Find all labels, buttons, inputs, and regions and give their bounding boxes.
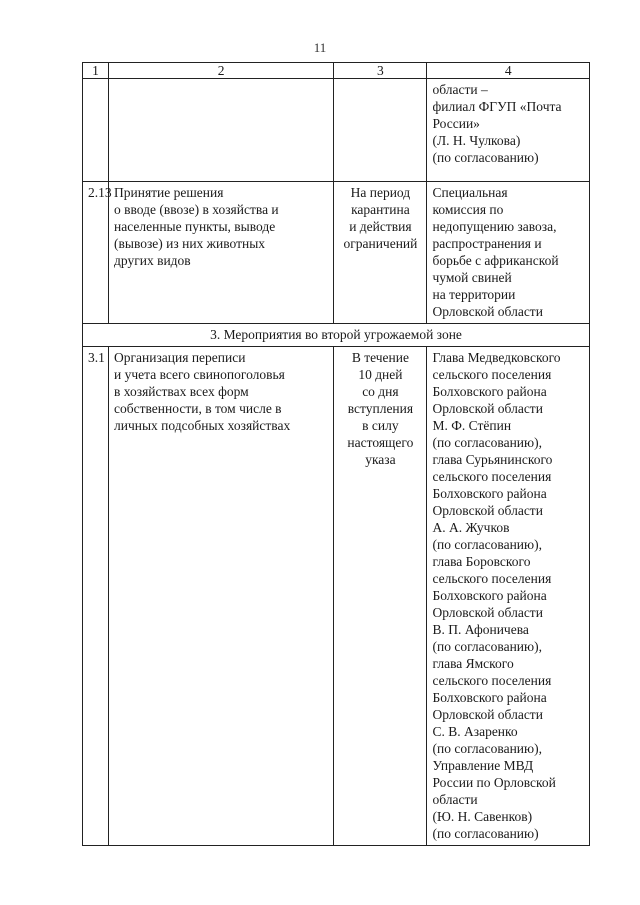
measures-table <box>82 62 590 846</box>
cell-action <box>109 182 334 324</box>
cell-line: Орловской области <box>432 605 543 620</box>
header-row <box>83 63 590 79</box>
cell-line: России по Орловской <box>432 775 556 790</box>
cell-line: недопущению завоза, <box>432 219 557 234</box>
cell-line: указа <box>365 452 396 467</box>
cell-line: вступления <box>347 401 414 416</box>
cell-num: 2.13 <box>83 182 109 324</box>
cell-line: комиссия по <box>432 202 504 217</box>
cell-line: сельского поселения <box>432 367 552 382</box>
section-row <box>83 324 590 347</box>
cell-line: Болховского района <box>432 384 547 399</box>
cell-line: собственности, в том числе в <box>114 401 282 416</box>
cell-line: Орловской области <box>432 401 543 416</box>
cell-line: (вывозе) из них животных <box>114 236 266 251</box>
cell-line: Специальная <box>432 185 508 200</box>
cell-line: карантина <box>351 202 410 217</box>
cell-line: Орловской области <box>432 503 543 518</box>
cell-line: России» <box>432 116 480 131</box>
cell-line: филиал ФГУП «Почта <box>432 99 562 114</box>
page-number: 11 <box>313 40 327 55</box>
cell-line: (Ю. Н. Савенков) <box>432 809 533 824</box>
cell-line: ограничений <box>343 236 418 251</box>
cell-line: сельского поселения <box>432 571 552 586</box>
cell-responsible <box>427 182 590 324</box>
cell-action <box>109 347 334 846</box>
cell-line: распространения и <box>432 236 542 251</box>
cell-line: в хозяйствах всех форм <box>114 384 249 399</box>
cell-line: и действия <box>349 219 412 234</box>
cell-responsible <box>427 347 590 846</box>
cell-line: в силу <box>362 418 399 433</box>
cell-line: На период <box>350 185 411 200</box>
cell-line: глава Ямского <box>432 656 514 671</box>
cell-line: Болховского района <box>432 588 547 603</box>
cell-line: области – <box>432 82 488 97</box>
cell-line: глава Сурьянинского <box>432 452 553 467</box>
cell-line: С. В. Азаренко <box>432 724 518 739</box>
cell-line: Организация переписи <box>114 350 246 365</box>
cell-line: Орловской области <box>432 304 543 319</box>
cell-line: на территории <box>432 287 516 302</box>
cell-line: чумой свиней <box>432 270 512 285</box>
cell-line: (по согласованию) <box>432 150 539 165</box>
cell-line: личных подсобных хозяйствах <box>114 418 291 433</box>
cell-num: 3.1 <box>83 347 109 846</box>
cell-line: других видов <box>114 253 191 268</box>
cell-line: Глава Медведковского <box>432 350 561 365</box>
cell-line: (по согласованию), <box>432 741 542 756</box>
cell-line: и учета всего свинопоголовья <box>114 367 285 382</box>
cell-line: (по согласованию), <box>432 435 542 450</box>
header-col-3: 3 <box>334 63 427 79</box>
cell-line: сельского поселения <box>432 469 552 484</box>
section-title: 3. Мероприятия во второй угрожаемой зоне <box>83 324 590 347</box>
table-row-3-1 <box>83 347 590 846</box>
cell-line: о вводе (ввозе) в хозяйства и <box>114 202 279 217</box>
cell-line: 10 дней <box>358 367 403 382</box>
header-col-1: 1 <box>83 63 109 79</box>
cell-line: Болховского района <box>432 690 547 705</box>
cell-line: со дня <box>362 384 399 399</box>
cell-line: (по согласованию), <box>432 537 542 552</box>
cell-term <box>334 182 427 324</box>
cell-line: (по согласованию) <box>432 826 539 841</box>
cell-line: сельского поселения <box>432 673 552 688</box>
table-row-continuation <box>83 79 590 182</box>
cell-responsible <box>427 79 590 182</box>
cell-line: области <box>432 792 478 807</box>
cell-line: населенные пункты, выводе <box>114 219 276 234</box>
cell-line: Болховского района <box>432 486 547 501</box>
cell-line: Принятие решения <box>114 185 224 200</box>
cell-line: борьбе с африканской <box>432 253 559 268</box>
cell-line: В. П. Афоничева <box>432 622 529 637</box>
cell-line: Орловской области <box>432 707 543 722</box>
cell-term <box>334 79 427 182</box>
table-row-2-13 <box>83 182 590 324</box>
header-col-2: 2 <box>109 63 334 79</box>
cell-line: настоящего <box>347 435 414 450</box>
cell-num <box>83 79 109 182</box>
cell-line: А. А. Жучков <box>432 520 510 535</box>
cell-line: М. Ф. Стёпин <box>432 418 512 433</box>
cell-line: В течение <box>351 350 409 365</box>
cell-line: (по согласованию), <box>432 639 542 654</box>
header-col-4: 4 <box>427 63 590 79</box>
cell-term <box>334 347 427 846</box>
cell-line: глава Боровского <box>432 554 531 569</box>
cell-action <box>109 79 334 182</box>
cell-line: (Л. Н. Чулкова) <box>432 133 521 148</box>
cell-line: Управление МВД <box>432 758 534 773</box>
